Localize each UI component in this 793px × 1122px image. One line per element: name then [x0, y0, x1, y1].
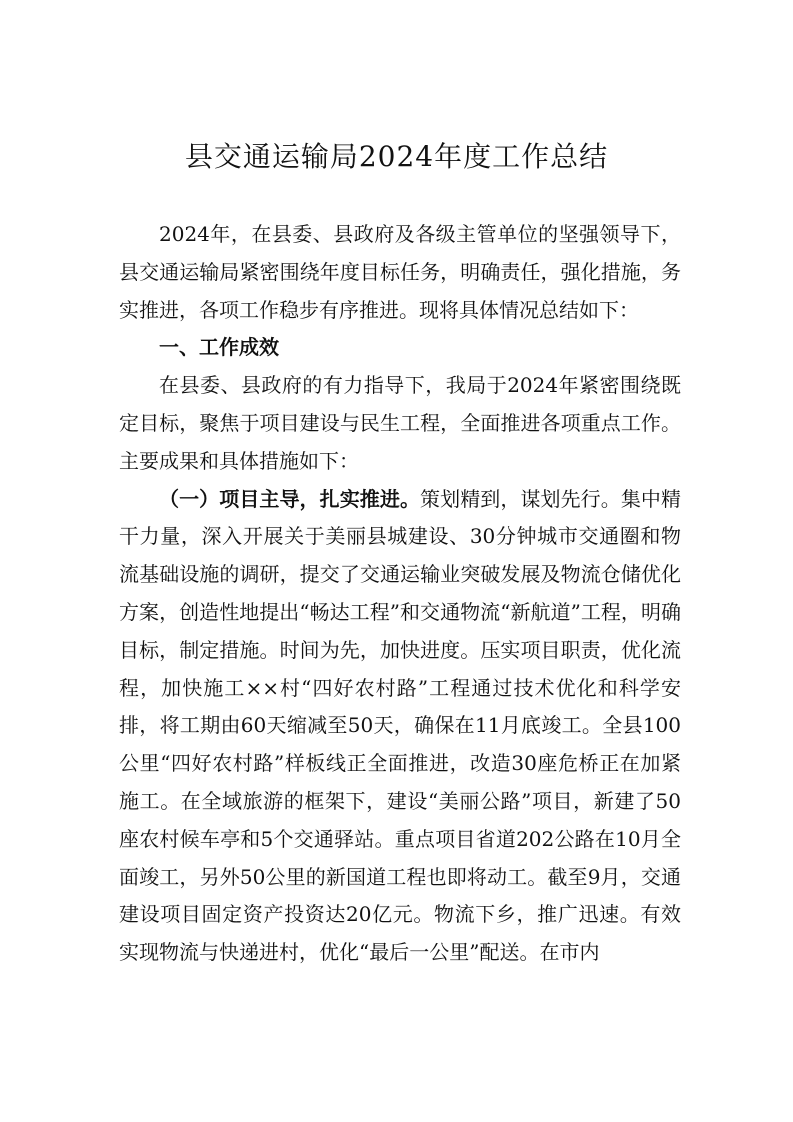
section-intro-paragraph: 在县委、县政府的有力指导下，我局于2024年紧密围绕既定目标，聚焦于项目建设与民生工程，全面推进各项重点工作。主要成果和具体措施如下：	[119, 373, 681, 473]
item-paragraph	[119, 481, 681, 972]
item-heading: （一）项目主导，扎实推进。	[159, 486, 421, 511]
item-body: 策划精到，谋划先行。集中精干力量，深入开展关于美丽县城建设、30分钟城市交通圈和物流基础设施的调研，提交了交通运输业突破发展及物流仓储优化方案，创造性地提出“畅达工程”和交通物流“新航道”工程，明确目标，制定措施。时间为先，加快进度。压实项目职责，优化流程，加快施工××村“四好农村路”工程通过技术优化和科学安排，将工期由60天缩减至50天，确保在11月底竣工。全县100公里“四好农村路”样板线正全面推进，改造30座危桥正在加紧施工。在全域旅游的框架下，建设“美丽公路”项目，新建了50座农村候车亭和5个交通驿站。重点项目省道202公路在10月全面竣工，另外50公里的新国道工程也即将动工。截至9月，交通建设项目固定资产投资达20亿元。物流下乡，推广迅速。有效实现物流与快递进村，优化“最后一公里”配送。在市内	[119, 486, 682, 965]
section-heading: 一、工作成效	[159, 335, 279, 360]
document-title: 县交通运输局2024年度工作总结	[184, 140, 609, 173]
document-body	[119, 216, 681, 972]
intro-paragraph: 2024年，在县委、县政府及各级主管单位的坚强领导下，县交通运输局紧密围绕年度目标任务，明确责任，强化措施，务实推进，各项工作稳步有序推进。现将具体情况总结如下：	[119, 222, 681, 322]
